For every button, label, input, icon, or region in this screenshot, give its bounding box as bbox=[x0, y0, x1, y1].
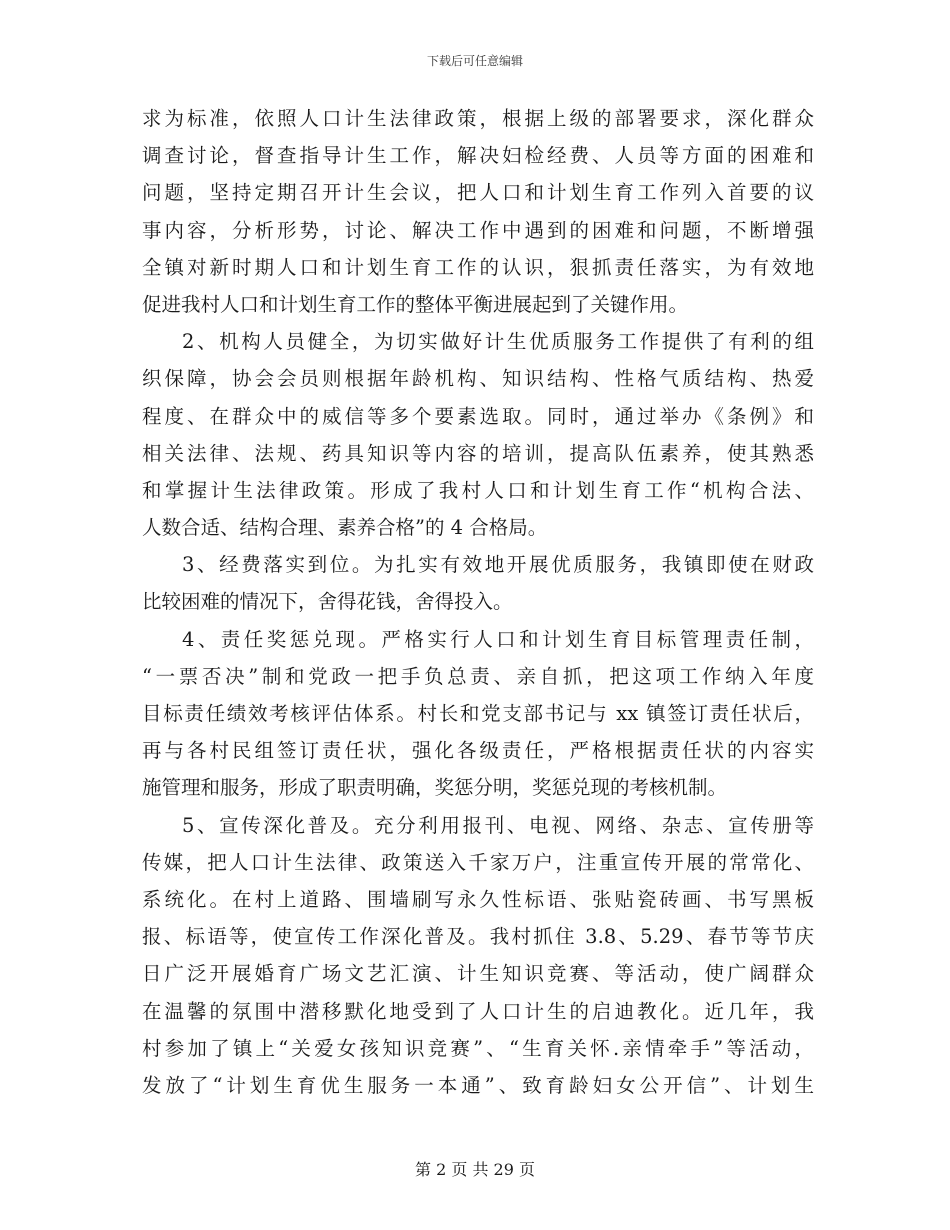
text-line: 4、责任奖惩兑现。严格实行人口和计划生育目标管理责任制， bbox=[182, 627, 814, 651]
text-line: 5、宣传深化普及。充分利用报刊、电视、网络、杂志、宣传册等 bbox=[182, 813, 814, 837]
text-line: 求为标准，依照人口计生法律政策，根据上级的部署要求，深化群众 bbox=[142, 107, 814, 130]
text-line: 和掌握计生法律政策。形成了我村人口和计划生育工作“机构合法、 bbox=[142, 478, 814, 502]
text-line: 报、标语等，使宣传工作深化普及。我村抓住 3.8、5.29、春节等节庆 bbox=[142, 925, 814, 949]
text-line: 传媒，把人口计生法律、政策送入千家万户，注重宣传开展的常常化、 bbox=[142, 850, 814, 874]
text-line: 2、机构人员健全，为切实做好计生优质服务工作提供了有利的组 bbox=[182, 330, 814, 354]
paragraph bbox=[142, 621, 814, 807]
document-body bbox=[142, 100, 814, 1104]
paragraph bbox=[142, 323, 814, 546]
paragraph bbox=[142, 546, 814, 620]
text-line: 调查讨论，督查指导计生工作，解决妇检经费、人员等方面的困难和 bbox=[142, 144, 814, 168]
text-line: 程度、在群众中的威信等多个要素选取。同时，通过举办《条例》和 bbox=[142, 404, 814, 428]
text-line: 全镇对新时期人口和计划生育工作的认识，狠抓责任落实，为有效地 bbox=[142, 255, 814, 279]
page-number-footer: 第 2 页 共 29 页 bbox=[415, 1160, 535, 1179]
text-line: 相关法律、法规、药具知识等内容的培训，提高队伍素养，使其熟悉 bbox=[142, 441, 814, 465]
text-line: 人数合适、结构合理、素养合格”的 4 合格局。 bbox=[142, 516, 548, 540]
text-line: 在温馨的氛围中潜移默化地受到了人口计生的启迪教化。近几年，我 bbox=[142, 999, 814, 1023]
text-line: 系统化。在村上道路、围墙刷写永久性标语、张贴瓷砖画、书写黑板 bbox=[142, 887, 814, 911]
text-line: 事内容，分析形势，讨论、解决工作中遇到的困难和问题，不断增强 bbox=[142, 218, 814, 242]
text-line: 问题，坚持定期召开计生会议，把人口和计划生育工作列入首要的议 bbox=[142, 181, 814, 205]
text-line: 发放了“计划生育优生服务一本通”、致育龄妇女公开信”、计划生 bbox=[142, 1073, 814, 1097]
text-line: 日广泛开展婚育广场文艺汇演、计生知识竞赛、等活动，使广阔群众 bbox=[142, 962, 814, 986]
text-line: 再与各村民组签订责任状，强化各级责任，严格根据责任状的内容实 bbox=[142, 739, 814, 763]
page-header: 下载后可任意编辑 bbox=[426, 54, 523, 68]
text-line: “一票否决”制和党政一把手负总责、亲自抓，把这项工作纳入年度 bbox=[142, 664, 814, 688]
text-line: 目标责任绩效考核评估体系。村长和党支部书记与 xx 镇签订责任状后， bbox=[142, 702, 814, 725]
text-line: 施管理和服务，形成了职责明确，奖惩分明，奖惩兑现的考核机制。 bbox=[142, 776, 728, 800]
paragraph bbox=[142, 100, 814, 323]
paragraph bbox=[142, 807, 814, 1105]
text-line: 织保障，协会会员则根据年龄机构、知识结构、性格气质结构、热爱 bbox=[142, 367, 814, 391]
text-line: 比较困难的情况下，舍得花钱，舍得投入。 bbox=[142, 590, 513, 614]
text-line: 促进我村人口和计划生育工作的整体平衡进展起到了关键作用。 bbox=[142, 292, 689, 316]
text-line: 3、经费落实到位。为扎实有效地开展优质服务，我镇即使在财政 bbox=[182, 553, 814, 577]
text-line: 村参加了镇上“关爱女孩知识竞赛”、“生育关怀.亲情牵手”等活动， bbox=[142, 1036, 814, 1060]
